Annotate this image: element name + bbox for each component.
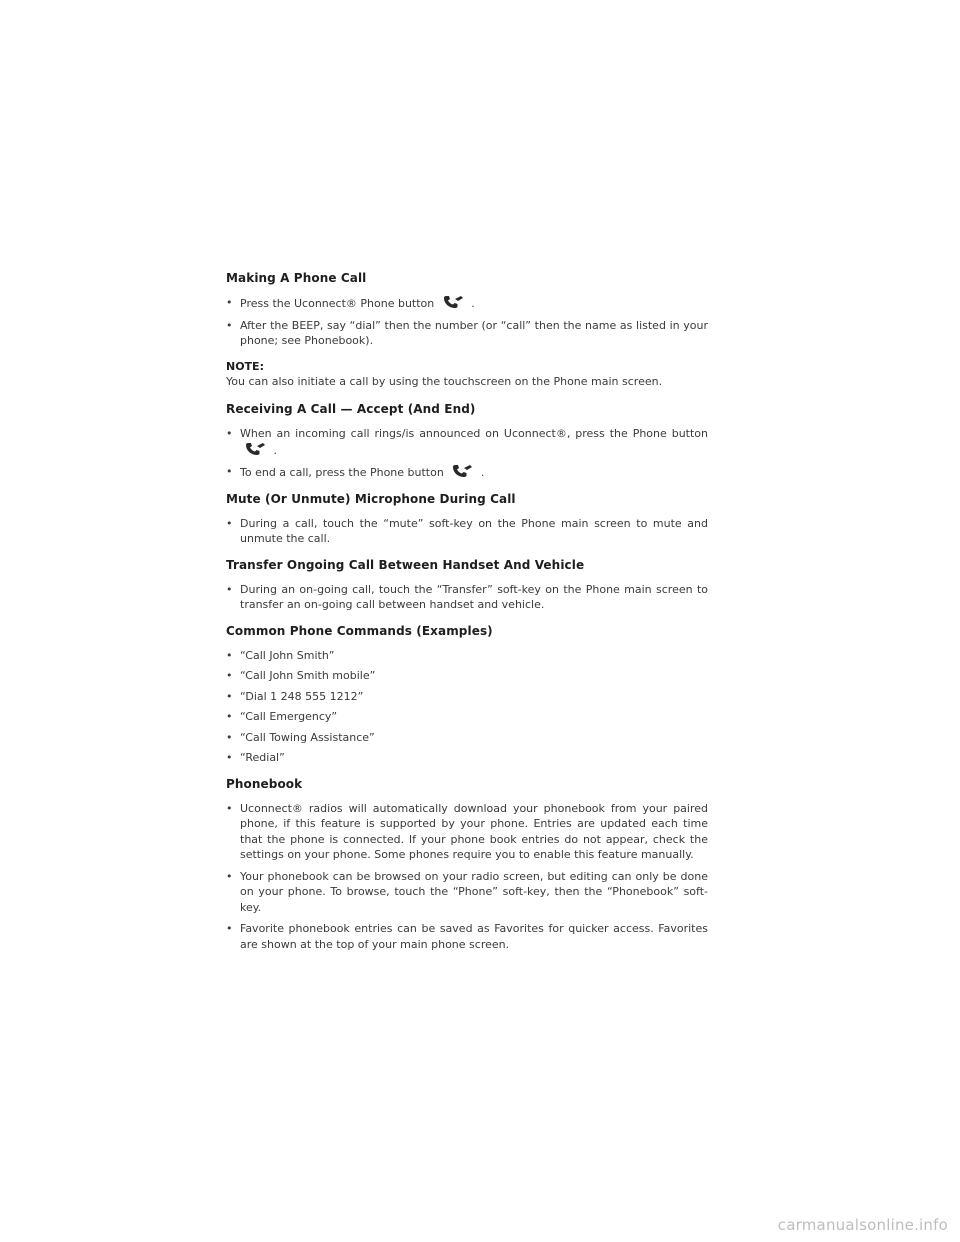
bullet: •: [226, 582, 233, 596]
heading-phonebook: Phonebook: [226, 776, 303, 791]
list-item-text: “Call John Smith”: [240, 648, 335, 662]
list-item: [226, 730, 708, 746]
bullet: •: [226, 669, 233, 682]
list-item: [226, 426, 708, 458]
list-item: [226, 689, 708, 705]
list-item: [226, 709, 708, 725]
list-item: [226, 750, 708, 766]
bullet: •: [226, 751, 233, 764]
list-item-suffix: .: [480, 466, 485, 479]
bullet: •: [226, 801, 233, 815]
bullet: •: [226, 465, 233, 478]
list-item-text: Your phonebook can be browsed on your radio screen, but editing can only be done on your phone. To browse, touch the “Phone” soft-key, then the “Phonebook” soft-key.: [240, 869, 708, 914]
list-item: [226, 801, 708, 863]
heading-making-call: Making A Phone Call: [226, 271, 367, 285]
bullet: •: [226, 922, 233, 935]
list-item: [226, 648, 708, 664]
heading-transfer: Transfer Ongoing Call Between Handset And Vehicle: [226, 557, 585, 572]
list-item: [226, 668, 708, 684]
list-item-suffix: .: [273, 443, 277, 457]
list-item: [226, 869, 708, 916]
bullet: •: [226, 689, 233, 703]
list-item-text: “Call Towing Assistance”: [240, 730, 375, 744]
list-item: [226, 295, 708, 312]
bullet: •: [226, 710, 233, 723]
phone-handset-icon: [442, 295, 464, 309]
bullet: •: [226, 516, 233, 530]
phone-handset-icon: [244, 442, 266, 456]
list-item: [226, 318, 708, 349]
bullet: •: [226, 648, 233, 662]
note-label: NOTE:: [226, 359, 264, 373]
list-item-text: Favorite phonebook entries can be saved as Favorites for quicker access. Favorites are shown at the top of your main phone screen.: [240, 922, 708, 951]
watermark: carmanualsonline.info: [777, 1216, 948, 1234]
list-item-text: Uconnect® radios will automatically download your phonebook from your paired phone, if this feature is supported by your phone. Entries are updated each time that the phone is connected. If your phone book entries do not appear, check the settings on your phone. Some phones require you to enable this feature manually.: [240, 801, 708, 861]
phonebook-list: [226, 801, 708, 953]
list-item-text: “Call John Smith mobile”: [240, 669, 376, 682]
heading-commands: Common Phone Commands (Examples): [226, 623, 493, 638]
list-item-text: When an incoming call rings/is announced on Uconnect®, press the Phone button: [240, 427, 708, 440]
heading-receiving-call: Receiving A Call — Accept (And End): [226, 402, 476, 416]
heading-mute: Mute (Or Unmute) Microphone During Call: [226, 491, 516, 506]
bullet: •: [226, 730, 233, 744]
list-item-text: During an on-going call, touch the “Transfer” soft-key on the Phone main screen to transfer an on-going call between handset and vehicle.: [240, 582, 708, 611]
list-item-text: “Redial”: [240, 751, 285, 764]
list-item: [226, 516, 708, 547]
phone-handset-icon: [451, 464, 473, 478]
list-item-suffix: .: [471, 297, 475, 310]
bullet: •: [226, 296, 233, 309]
note-text: You can also initiate a call by using the touchscreen on the Phone main screen.: [226, 374, 663, 388]
list-item-text: After the BEEP, say “dial” then the number (or “call” then the name as listed in your phone; see Phonebook).: [240, 318, 708, 347]
making-call-list: [226, 295, 708, 349]
transfer-list: [226, 582, 708, 613]
mute-list: [226, 516, 708, 547]
list-item-text: During a call, touch the “mute” soft-key on the Phone main screen to mute and unmute the call.: [240, 516, 708, 545]
list-item: [226, 921, 708, 952]
list-item-text: To end a call, press the Phone button: [240, 466, 444, 479]
bullet: •: [226, 427, 233, 440]
list-item-text: “Dial 1 248 555 1212”: [240, 689, 364, 703]
bullet: •: [226, 318, 233, 332]
list-item: [226, 582, 708, 613]
list-item: [226, 464, 708, 481]
manual-page-content: [226, 270, 708, 958]
list-item-text: Press the Uconnect® Phone button: [240, 297, 435, 310]
bullet: •: [226, 869, 233, 883]
list-item-text: “Call Emergency”: [240, 710, 338, 723]
receiving-call-list: [226, 426, 708, 481]
commands-list: [226, 648, 708, 766]
